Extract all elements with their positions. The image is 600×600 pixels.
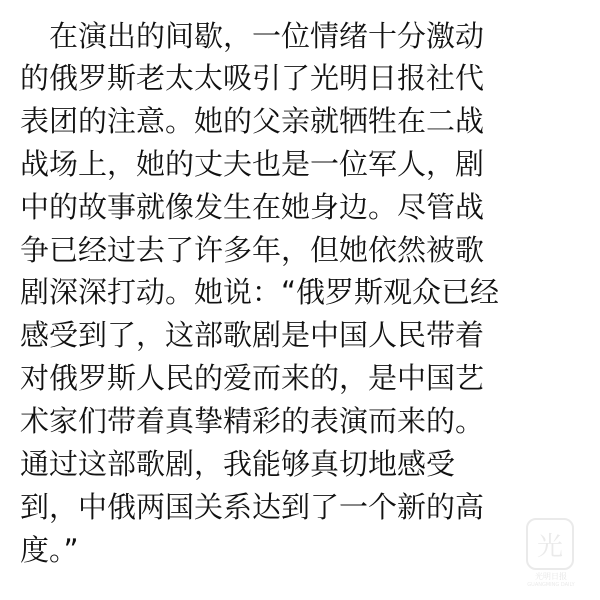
watermark-logo-icon bbox=[526, 518, 574, 570]
paragraph-line-9: 对俄罗斯人民的爱而来的，是中国艺 bbox=[20, 361, 485, 395]
paragraph-line-6: 争已经过去了许多年，但她依然被歌 bbox=[20, 233, 485, 267]
paragraph-line-10: 术家们带着真挚精彩的表演而来的。 bbox=[20, 404, 485, 438]
paragraph-line-8: 感受到了，这部歌剧是中国人民带着 bbox=[20, 318, 485, 352]
paragraph-line-12: 到，中俄两国关系达到了一个新的高 bbox=[20, 490, 485, 524]
publisher-watermark bbox=[514, 518, 588, 588]
paragraph-line-13: 度。” bbox=[20, 533, 79, 567]
paragraph-line-4: 战场上，她的丈夫也是一位军人，剧 bbox=[20, 147, 485, 181]
watermark-text: 光明日报 bbox=[535, 572, 567, 581]
paragraph-line-2: 的俄罗斯老太太吸引了光明日报社代 bbox=[20, 61, 485, 95]
watermark-glyph: 光 bbox=[536, 532, 563, 562]
watermark-subtext: GUANGMING DAILY bbox=[527, 582, 575, 588]
paragraph-line-1: 在演出的间歇，一位情绪十分激动 bbox=[20, 19, 485, 53]
paragraph-line-3: 表团的注意。她的父亲就牺牲在二战 bbox=[20, 104, 485, 138]
paragraph-line-7: 剧深深打动。她说：“俄罗斯观众已经 bbox=[20, 275, 500, 309]
paragraph-line-5: 中的故事就像发生在她身边。尽管战 bbox=[20, 190, 485, 224]
paragraph-line-11: 通过这部歌剧，我能够真切地感受 bbox=[20, 447, 456, 481]
